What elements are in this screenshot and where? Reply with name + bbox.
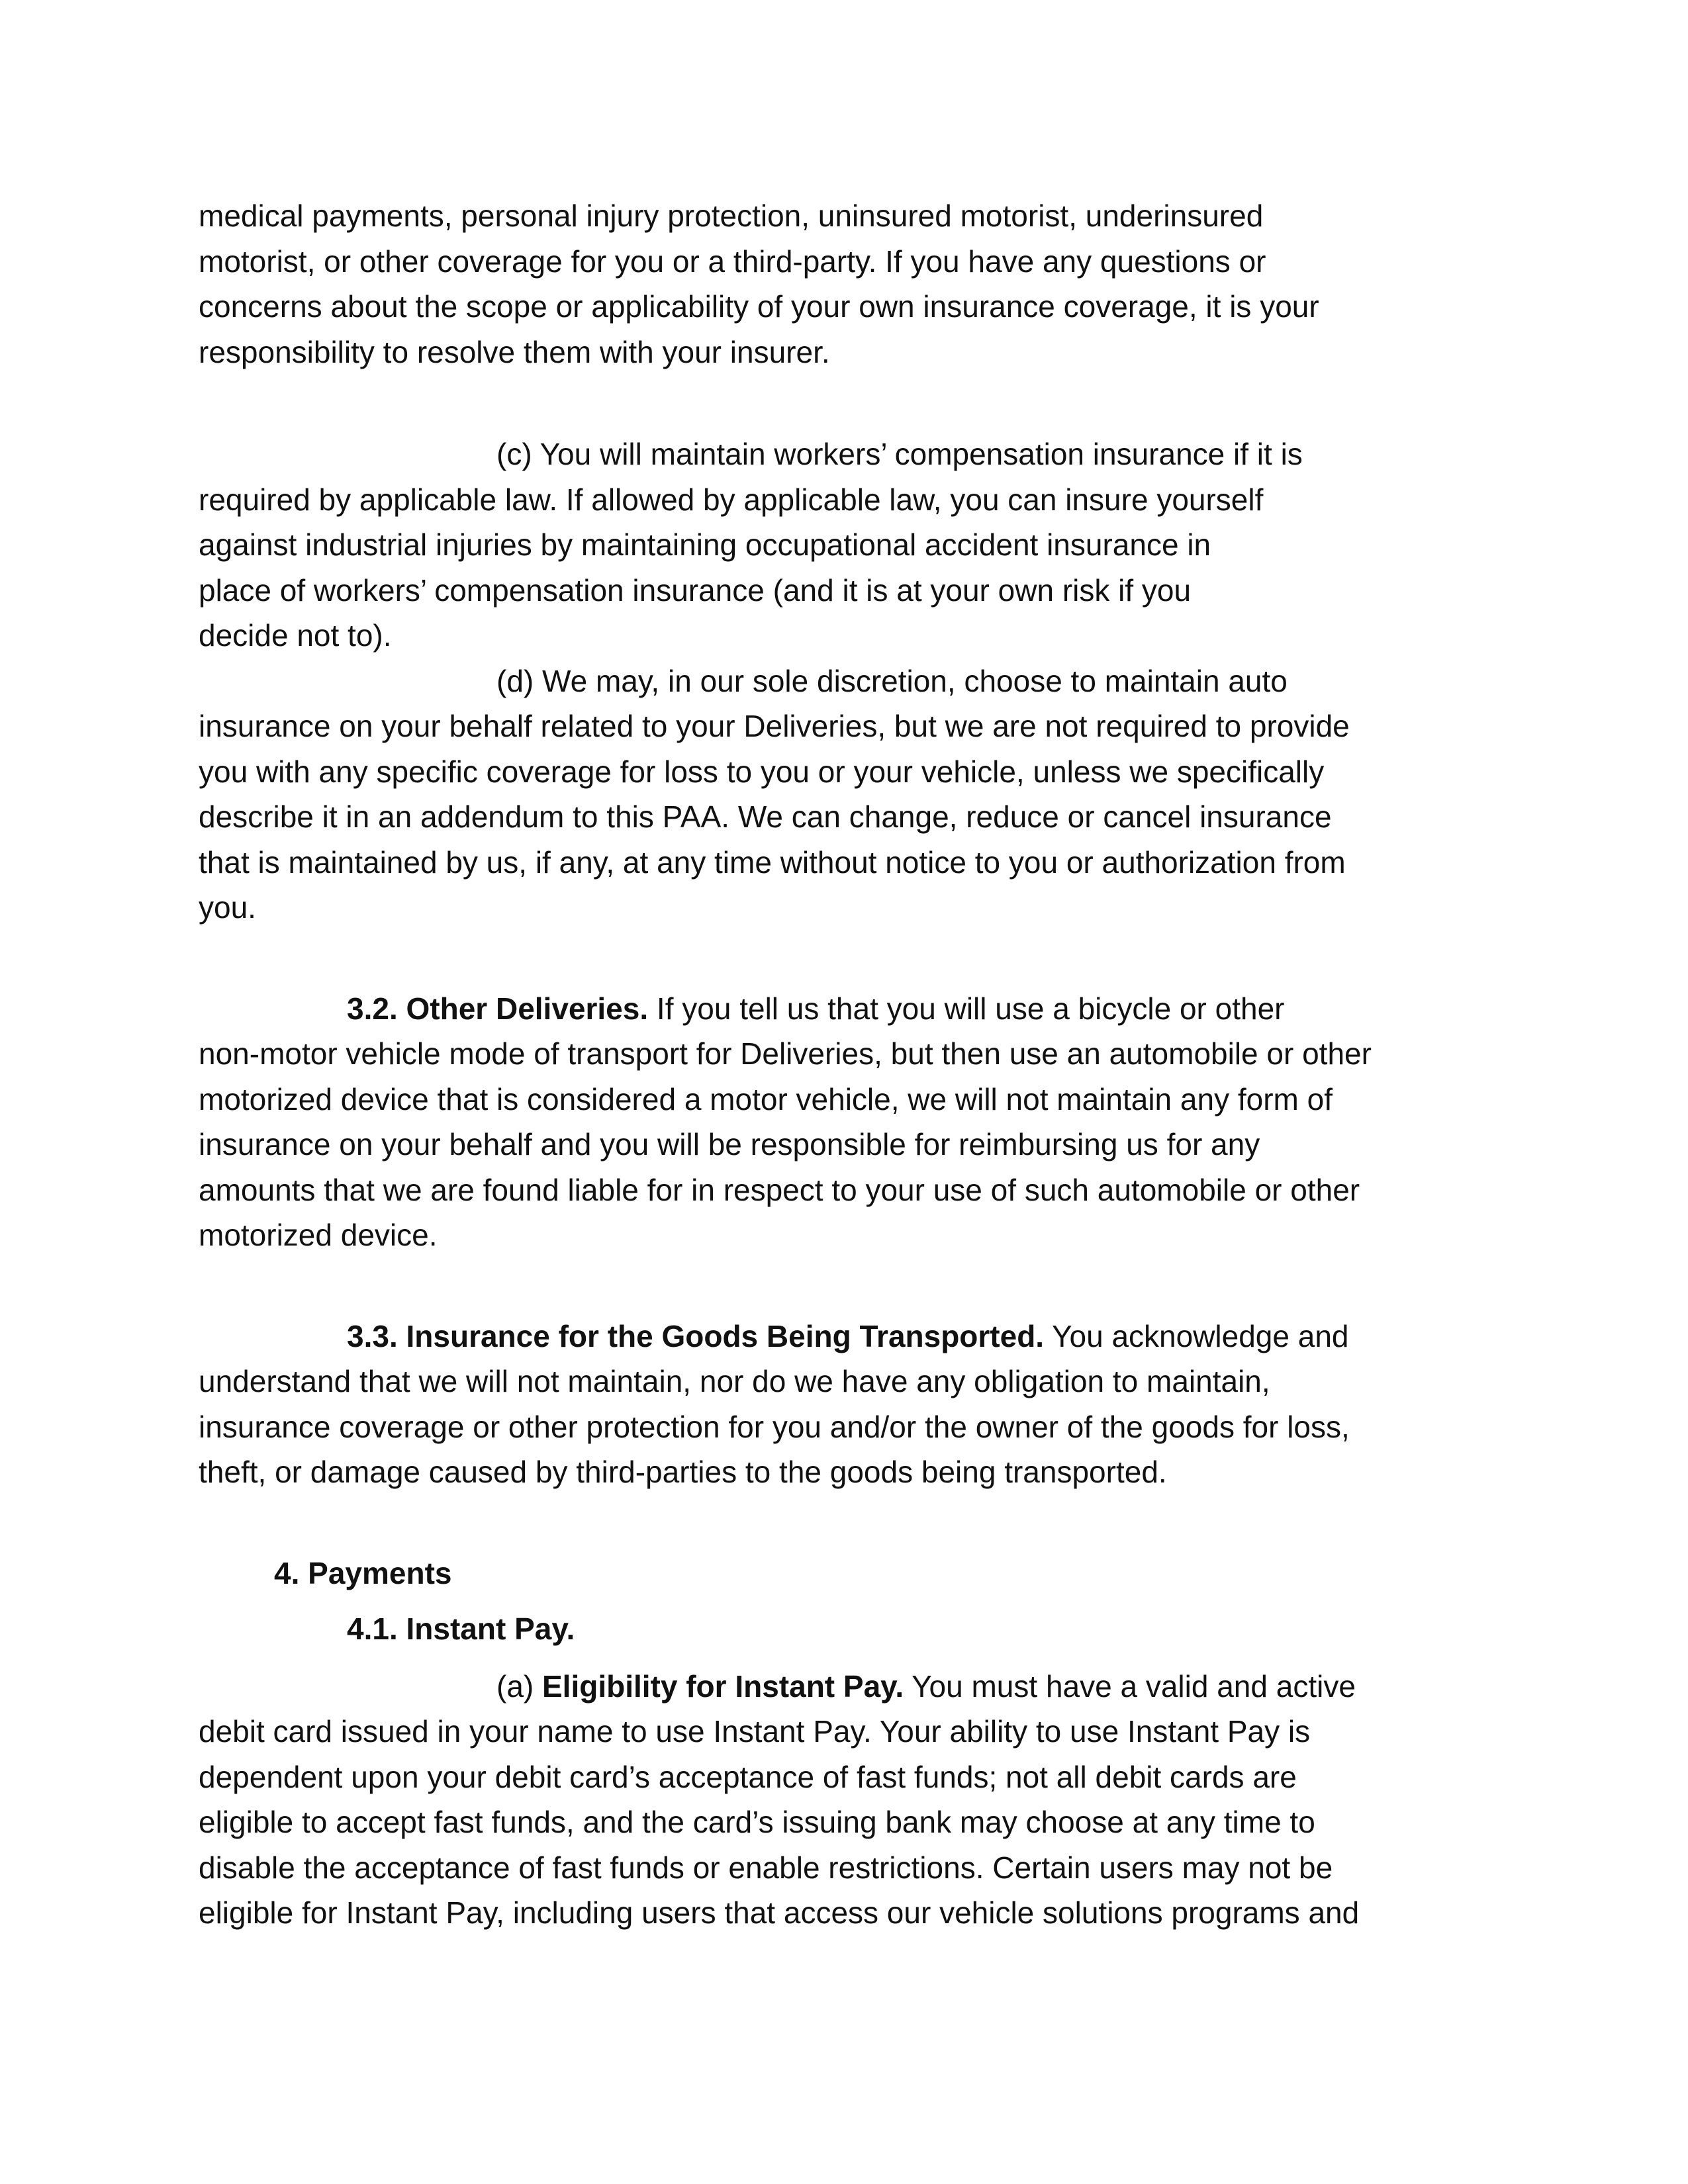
heading-trailing-text: You acknowledge and: [1044, 1318, 1349, 1353]
text-line: debit card issued in your name to use Instant Pay. Your ability to use Instant Pay is: [199, 1714, 1311, 1749]
paragraph-auto-insurance: [199, 659, 1496, 931]
text-line: insurance on your behalf and you will be responsible for reimbursing us for any: [199, 1127, 1260, 1161]
item-label: (a): [496, 1668, 542, 1704]
text-line: eligible to accept fast funds, and the card’s issuing bank may choose at any time to: [199, 1805, 1315, 1839]
text-line: insurance coverage or other protection for you and/or the owner of the goods for loss,: [199, 1409, 1350, 1444]
text-line: motorized device that is considered a motor vehicle, we will not maintain any form of: [199, 1081, 1333, 1116]
paragraph-insurance-coverage-continuation: [199, 193, 1496, 375]
paragraph-workers-compensation: [199, 432, 1496, 659]
section-3-2-other-deliveries: [199, 986, 1496, 1258]
text-line: concerns about the scope or applicability of your own insurance coverage, it is your: [199, 289, 1319, 324]
text-line: describe it in an addendum to this PAA. We can change, reduce or cancel insurance: [199, 799, 1332, 834]
heading-trailing-text: You must have a valid and active: [904, 1668, 1356, 1704]
text-line: responsibility to resolve them with your insurer.: [199, 334, 830, 369]
text-line: theft, or damage caused by third-parties to the goods being transported.: [199, 1455, 1167, 1489]
section-heading: 3.3. Insurance for the Goods Being Transported.: [347, 1318, 1045, 1353]
text-line: you with any specific coverage for loss to you or your vehicle, unless we specifically: [199, 754, 1325, 789]
text-line: [199, 986, 1496, 1032]
heading-trailing-text: If you tell us that you will use a bicycle or other: [648, 991, 1285, 1026]
text-line: non-motor vehicle mode of transport for Deliveries, but then use an automobile or other: [199, 1036, 1372, 1071]
text-line: you.: [199, 890, 256, 925]
section-4-1-instant-pay: [199, 1606, 1496, 1652]
section-heading: Eligibility for Instant Pay.: [542, 1668, 904, 1704]
text-line: [199, 1551, 1496, 1596]
section-heading: 4.1. Instant Pay.: [347, 1612, 575, 1646]
text-line: [199, 1664, 1496, 1709]
text-line: that is maintained by us, if any, at any time without notice to you or authorization from: [199, 844, 1346, 880]
section-heading: 3.2. Other Deliveries.: [347, 991, 649, 1026]
text-line: [199, 1314, 1496, 1359]
text-line: insurance on your behalf related to your Deliveries, but we are not required to provide: [199, 709, 1350, 743]
text-line: against industrial injuries by maintaining occupational accident insurance in: [199, 527, 1211, 562]
text-line: (c) You will maintain workers’ compensation insurance if it is: [496, 437, 1303, 471]
text-line: understand that we will not maintain, nor do we have any obligation to maintain,: [199, 1364, 1270, 1398]
text-line: amounts that we are found liable for in respect to your use of such automobile or other: [199, 1172, 1360, 1207]
text-line: [199, 1606, 1496, 1652]
text-line: required by applicable law. If allowed by applicable law, you can insure yourself: [199, 482, 1264, 517]
text-line: place of workers’ compensation insurance (and it is at your own risk if you: [199, 572, 1192, 608]
section-4-1-a-eligibility: [199, 1664, 1496, 1936]
section-3-3-insurance-goods: [199, 1314, 1496, 1495]
document-page: [199, 193, 1496, 1936]
text-line: disable the acceptance of fast funds or enable restrictions. Certain users may not be: [199, 1850, 1333, 1885]
text-line: dependent upon your debit card’s acceptance of fast funds; not all debit cards are: [199, 1759, 1297, 1794]
text-line: medical payments, personal injury protection, uninsured motorist, underinsured: [199, 199, 1264, 233]
text-line: decide not to).: [199, 618, 392, 653]
text-line: motorized device.: [199, 1218, 438, 1252]
text-line: eligible for Instant Pay, including users that access our vehicle solutions programs and: [199, 1895, 1360, 1930]
text-line: motorist, or other coverage for you or a third-party. If you have any questions or: [199, 244, 1266, 279]
text-line: (d) We may, in our sole discretion, choose to maintain auto: [496, 663, 1288, 698]
section-4-payments: [199, 1551, 1496, 1596]
section-heading: 4. Payments: [274, 1555, 452, 1590]
